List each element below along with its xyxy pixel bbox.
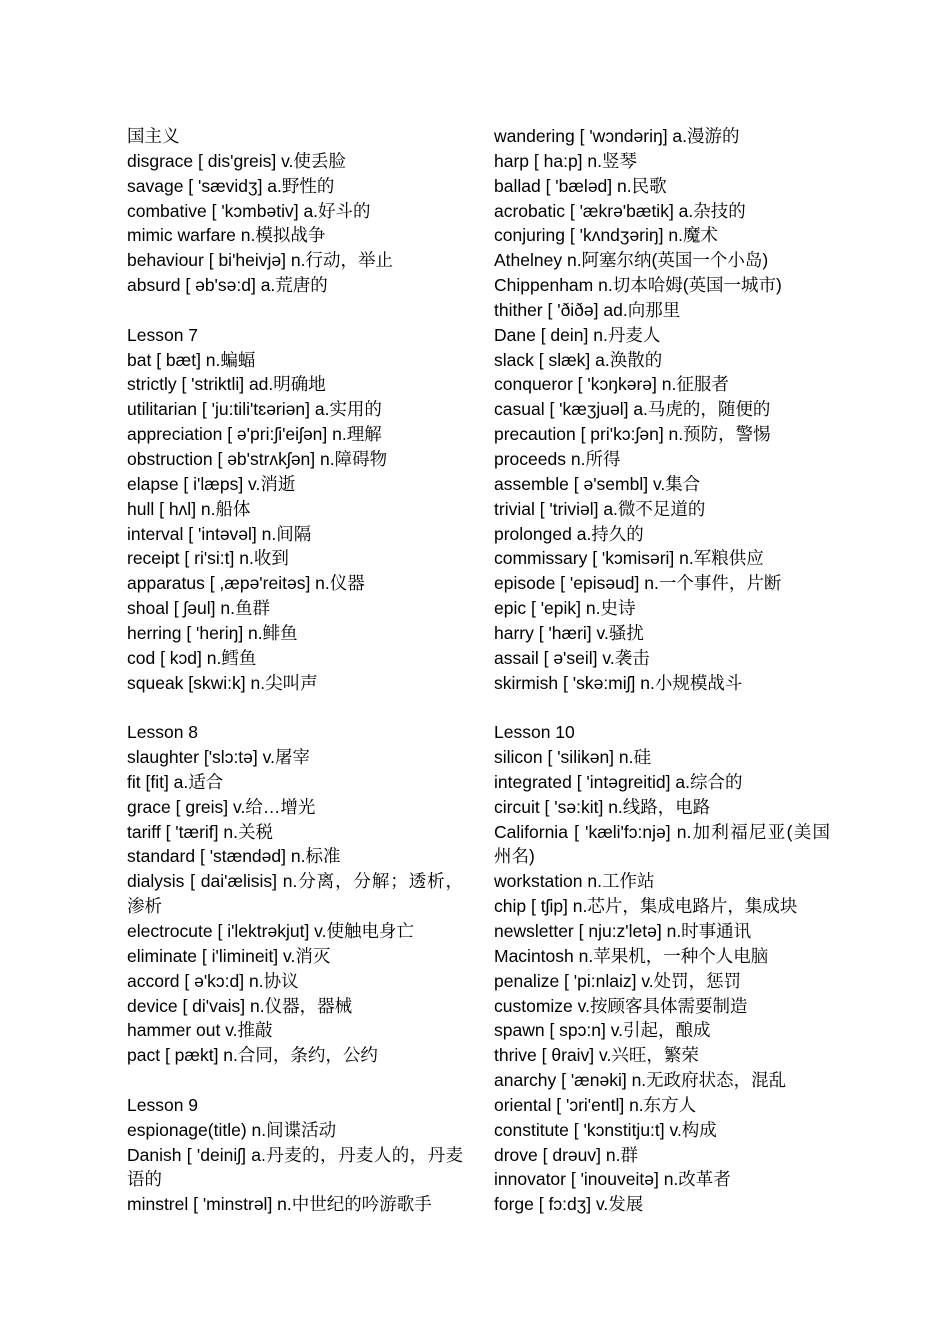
vocabulary-entry: Macintosh n.苹果机，一种个人电脑	[494, 945, 769, 966]
vocabulary-entry: electrocute [ i'lektrəkjut] v.使触电身亡	[127, 921, 414, 941]
vocabulary-entry: accord [ ə'kɔ:d] n.协议	[127, 970, 299, 991]
vocabulary-entry: behaviour [ bi'heivjə] n.行动，举止	[127, 250, 393, 271]
vocabulary-entry: episode [ 'episəud] n.一个事件，片断	[494, 573, 782, 594]
vocabulary-entry: tariff [ 'tærif] n.关税	[127, 821, 273, 842]
vocabulary-entry: chip [ tʃip] n.芯片，集成电路片，集成块	[494, 896, 798, 917]
vocabulary-entry: silicon [ 'silikən] n.硅	[494, 747, 652, 768]
vocabulary-entry: proceeds n.所得	[494, 448, 621, 469]
vocabulary-entry: Athelney n.阿塞尔纳(英国一个小岛)	[494, 250, 769, 271]
vocabulary-entry: spawn [ spɔ:n] v.引起，酿成	[494, 1020, 711, 1041]
lesson-heading: Lesson 7	[127, 324, 199, 345]
vocabulary-entry: innovator [ 'inouveitə] n.改革者	[494, 1169, 731, 1190]
vocabulary-entry: prolonged a.持久的	[494, 523, 644, 544]
vocabulary-entry: elapse [ i'læps] v.消逝	[127, 473, 296, 494]
vocabulary-entry: harp [ ha:p] n.竖琴	[494, 150, 637, 171]
vocabulary-entry: mimic warfare n.模拟战争	[127, 225, 326, 246]
vocabulary-entry: workstation n.工作站	[494, 871, 655, 892]
vocabulary-entry: skirmish [ 'skə:miʃ] n.小规模战斗	[494, 672, 743, 693]
vocabulary-entry: bat [ bæt] n.蝙蝠	[127, 349, 256, 370]
vocabulary-entry: interval [ 'intəvəl] n.间隔	[127, 523, 312, 544]
vocabulary-entry: receipt [ ri'si:t] n.收到	[127, 548, 289, 569]
vocabulary-entry: epic [ 'epik] n.史诗	[494, 598, 636, 619]
vocabulary-entry: assemble [ ə'sembl] v.集合	[494, 473, 701, 494]
vocabulary-entry: shoal [ ʃəul] n.鱼群	[127, 598, 270, 619]
vocabulary-entry: harry [ 'hæri] v.骚扰	[494, 622, 644, 643]
vocabulary-entry: minstrel [ 'minstrəl] n.中世纪的吟游歌手	[127, 1194, 432, 1215]
vocabulary-entry: hull [ hʌl] n.船体	[127, 498, 251, 519]
vocabulary-entry: conqueror [ 'kɔŋkərə] n.征服者	[494, 374, 729, 395]
vocabulary-entry: conjuring [ 'kʌndʒəriŋ] n.魔术	[494, 225, 718, 246]
vocabulary-entry: squeak [skwi:k] n.尖叫声	[127, 672, 318, 693]
vocabulary-entry: integrated [ 'intəgreitid] a.综合的	[494, 771, 743, 792]
vocabulary-entry: fit [fit] a.适合	[127, 771, 224, 792]
lesson-heading: Lesson 8	[127, 722, 199, 743]
spacer	[127, 298, 463, 323]
vocabulary-entry: grace [ greis] v.给…增光	[127, 796, 316, 817]
vocabulary-entry: trivial [ 'triviəl] a.微不足道的	[494, 498, 706, 519]
vocabulary-entry: obstruction [ əb'strʌkʃən] n.障碍物	[127, 448, 388, 469]
vocabulary-entry: precaution [ pri'kɔ:ʃən] n.预防，警惕	[494, 424, 771, 445]
vocabulary-entry: combative [ 'kɔmbətiv] a.好斗的	[127, 200, 371, 221]
vocabulary-entry: slack [ slæk] a.涣散的	[494, 349, 663, 370]
vocabulary-entry: newsletter [ nju:z'letə] n.时事通讯	[494, 921, 752, 941]
vocabulary-entry: assail [ ə'seil] v.袭击	[494, 647, 650, 668]
vocabulary-entry: eliminate [ i'limineit] v.消灭	[127, 945, 331, 966]
vocabulary-entry: forge [ fɔ:dʒ] v.发展	[494, 1194, 644, 1215]
vocabulary-entry: constitute [ 'kɔnstitju:t] v.构成	[494, 1119, 717, 1140]
left-vocabulary-column	[127, 124, 463, 1217]
vocabulary-entry: oriental [ 'ɔri'entl] n.东方人	[494, 1094, 697, 1115]
vocabulary-entry: device [ di'vais] n.仪器，器械	[127, 995, 353, 1016]
spacer	[494, 695, 830, 720]
vocabulary-entry: wandering [ 'wɔndəriŋ] a.漫游的	[494, 126, 740, 146]
vocabulary-entry: thrive [ θraiv] v.兴旺，繁荣	[494, 1045, 699, 1066]
vocabulary-entry: appreciation [ ə'pri:ʃi'eiʃən] n.理解	[127, 424, 382, 445]
vocabulary-entry: slaughter ['slɔ:tə] v.屠宰	[127, 747, 310, 768]
vocabulary-entry: apparatus [ ,æpə'reitəs] n.仪器	[127, 573, 365, 594]
vocabulary-entry: customize v.按顾客具体需要制造	[494, 995, 748, 1016]
vocabulary-entry: casual [ 'kæʒjuəl] a.马虎的，随便的	[494, 399, 771, 420]
vocabulary-entry: ballad [ 'bæləd] n.民歌	[494, 175, 667, 196]
vocabulary-entry: 国主义	[127, 126, 180, 146]
vocabulary-entry: cod [ kɔd] n.鳕鱼	[127, 647, 257, 668]
right-vocabulary-column	[494, 124, 830, 1217]
lesson-heading: Lesson 9	[127, 1094, 199, 1115]
vocabulary-entry: anarchy [ 'ænəki] n.无政府状态，混乱	[494, 1070, 787, 1091]
vocabulary-entry: circuit [ 'sə:kit] n.线路，电路	[494, 796, 711, 817]
vocabulary-entry: Danish [ 'deiniʃ] a.丹麦的，丹麦人的，丹麦语的	[127, 1144, 463, 1190]
vocabulary-entry: herring [ 'heriŋ] n.鲱鱼	[127, 622, 298, 643]
vocabulary-entry: absurd [ əb'sə:d] a.荒唐的	[127, 275, 328, 296]
vocabulary-entry: Dane [ dein] n.丹麦人	[494, 324, 661, 345]
vocabulary-entry: Chippenham n.切本哈姆(英国一城市)	[494, 275, 782, 296]
spacer	[127, 695, 463, 720]
vocabulary-entry: commissary [ 'kɔmisəri] n.军粮供应	[494, 548, 764, 569]
vocabulary-entry: drove [ drəuv] n.群	[494, 1144, 638, 1165]
vocabulary-entry: utilitarian [ 'ju:tili'tɛəriən] a.实用的	[127, 399, 382, 420]
spacer	[127, 1068, 463, 1093]
vocabulary-entry: thither [ 'ðiðə] ad.向那里	[494, 299, 681, 320]
vocabulary-entry: hammer out v.推敲	[127, 1020, 273, 1041]
vocabulary-entry: strictly [ 'striktli] ad.明确地	[127, 374, 326, 395]
vocabulary-entry: espionage(title) n.间谍活动	[127, 1119, 337, 1140]
vocabulary-entry: standard [ 'stændəd] n.标准	[127, 846, 341, 867]
vocabulary-entry: penalize [ 'pi:nlaiz] v.处罚，惩罚	[494, 970, 742, 991]
vocabulary-entry: pact [ pækt] n.合同，条约，公约	[127, 1045, 378, 1066]
vocabulary-entry: acrobatic [ 'ækrə'bætik] a.杂技的	[494, 200, 746, 221]
vocabulary-entry: disgrace [ dis'greis] v.使丢脸	[127, 150, 346, 171]
vocabulary-entry: dialysis [ dai'ælisis] n.分离，分解；透析，渗析	[127, 871, 463, 917]
lesson-heading: Lesson 10	[494, 722, 575, 743]
vocabulary-entry: savage [ 'sævidʒ] a.野性的	[127, 175, 335, 196]
vocabulary-entry: California [ 'kæli'fɔ:njə] n.加利福尼亚(美国州名)	[494, 821, 830, 867]
